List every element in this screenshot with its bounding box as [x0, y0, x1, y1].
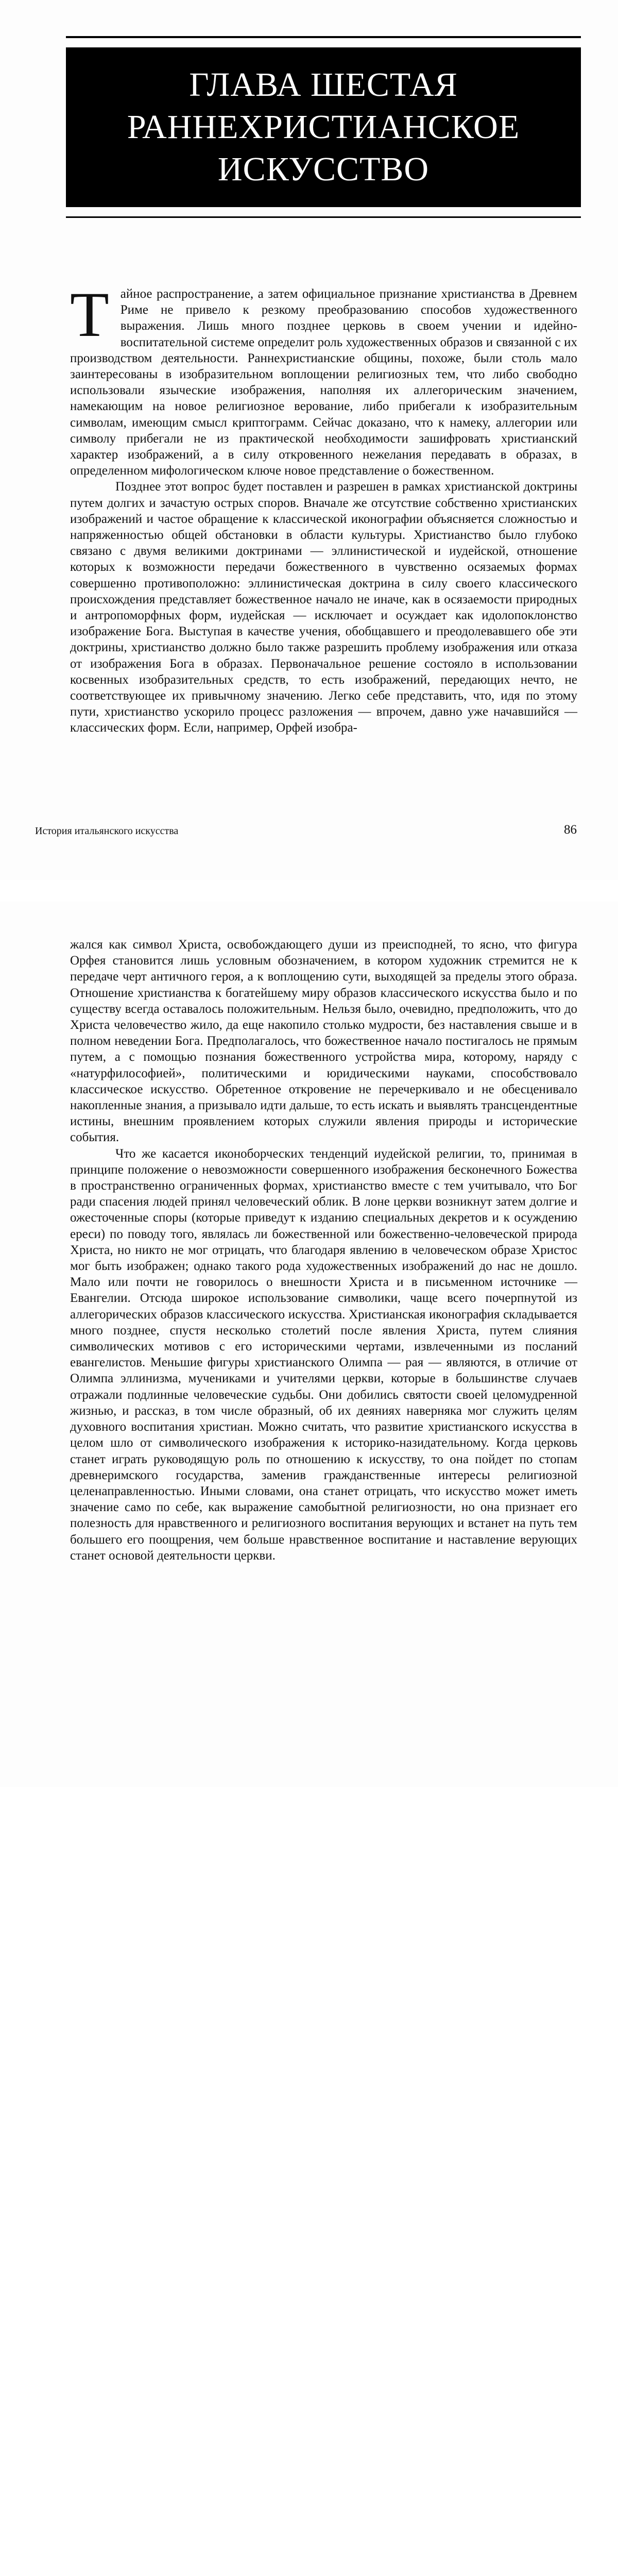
paragraph: жался как символ Христа, освобождающего души из преисподней, то ясно, что фигура Орфея становится лишь условным обозначением, в котором художник стремится не к передаче черт античного героя, а к воплощению сути, выходящей за пределы этого образа. Отношение христианства к богатейшему миру образов классического искусства было и по существу всегда оставалось положительным. Нельзя было, очевидно, предположить, что до Христа человечество жило, да еще накопило столько мудрости, без наставления свыше и в полном неведении Бога. Предполагалось, что божественное начало постигалось не прямым путем, а с помощью познания божественного устройства мира, которому, наряду с «натурфилософией», политическими и юридическими науками, способствовало классическое искусство. Обретенное откровение не перечеркивало и не обесценивало накопленные знания, а призывало идти дальше, то есть искать и выявлять трансцендентные истины, внешним проявлением которых служили явления природы и исторические события. [70, 938, 577, 1145]
paragraph [70, 279, 577, 479]
chapter-header [66, 47, 581, 207]
chapter-bottom-rule [66, 216, 581, 218]
drop-cap: Т [70, 279, 109, 350]
running-footer-book-title: История итальянского искусства [35, 825, 179, 837]
paragraph: Позднее этот вопрос будет поставлен и разрешен в рамках христианской доктрины путем долгих и зачастую острых споров. Вначале же отсутствие собственно христианских изображений и частое обращение к классической иконографии объясняется сложностью и напряженностью общей обстановки в области культуры. Христианство было глубоко связано с двумя великими доктринами — эллинистической и иудейской, отношение которых к возможности передачи божественного в чувственно осязаемых формах совершенно противоположно: эллинистическая доктрина в силу своего классического происхождения представляет божественное начало не иначе, как в осязаемости природных и антропоморфных форм, иудейская — исключает и осуждает как идолопоклонство изображение Бога. Выступая в качестве учения, обобщавшего и преодолевавшего обе эти доктрины, христианство должно было также разрешить проблему изображения или отказа от изображения Бога в образах. Первоначальное решение состояло в использовании косвенных изобразительных средств, то есть изображений, передающих нечто, не соответствующее их привычному значению. Легко себе представить, что, идя по этому пути, христианство ускорило процесс разложения — впрочем, давно уже начавшийся — классических форм. Если, например, Орфей изобра- [70, 480, 577, 735]
chapter-title-line-2: РАННЕХРИСТИАНСКОЕ [127, 108, 520, 146]
body-text [70, 279, 577, 736]
paragraph-text: айное распространение, а затем официальное признание христианства в Древнем Риме не привело к резкому преобразованию способов художественного выражения. Лишь много позднее церковь в своем учении и идейно-воспитательной системе определит роль художественных образов и связанной с их производством деятельности. Раннехристианские общины, похоже, были столь мало заинтересованы в изобразительном воплощении религиозных тем, что либо свободно использовали языческие изображения, наполняя их аллегорическим значением, намекающим на новое религиозное верование, либо прибегали к изобразительным символам, имеющим смысл криптограмм. Сейчас доказано, что к намеку, аллегории или символу прибегали не из практической необходимости зашифровать христианский характер изображений, а в силу откровенного нежелания передавать в образах, в определенном мифологическом ключе новое представление о божественном. [70, 287, 577, 478]
page-number: 86 [564, 823, 577, 837]
chapter-title-line-3: ИСКУССТВО [217, 150, 430, 188]
chapter-title-line-1: ГЛАВА ШЕСТАЯ [189, 66, 458, 104]
chapter-top-rule [66, 36, 581, 38]
page-separator [0, 880, 618, 902]
chapter-title [127, 64, 520, 191]
page-86 [0, 0, 618, 880]
paragraph: Что же касается иконоборческих тенденций иудейской религии, то, принимая в принципе положение о невозможности совершенного изображения бесконечного Божества в пространственно ограниченных формах, христианство вместе с тем учитывало, что Бог ради спасения людей принял человеческий облик. В лоне церкви возникнут затем долгие и ожесточенные споры (которые приведут к изданию специальных декретов и к осуждению ереси) по поводу того, являлась ли божественной или божественно-человеческой природа Христа, но никто не мог отрицать, что благодаря явлению в человеческом образе Христос мог быть изображен; однако такого рода художественных изображений до нас не дошло. Мало или почти не говорилось о внешности Христа и в письменном источнике — Евангелии. Отсюда широкое использование символики, чаще всего почерпнутой из аллегорических образов классического искусства. Христианская иконография складывается много позднее, спустя несколько столетий после явления Христа, путем слияния символических мотивов с его историческими чертами, извлеченными из посланий евангелистов. Меньшие фигуры христианского Олимпа — рая — являются, в отличие от Олимпа эллинизма, мучениками и учителями церкви, которые в большинстве случаев отражали подлинные человеческие судьбы. Они добились святости своей целомудренной жизнью, и рассказ, в том числе образный, об их деяниях наверняка мог служить целям духовного воспитания христиан. Можно считать, что развитие христианского искусства в целом шло от символического изображения к историко-назидательному. Когда церковь станет играть руководящую роль по отношению к искусству, то она пойдет по стопам древнеримского государства, заменив гражданственные интересы религиозной целенаправленностью. Иными словами, она станет отрицать, что искусство может иметь значение само по себе, как выражение самобытной религиозности, но она признает его полезность для нравственного и религиозного воспитания верующих и встанет на путь тем большего его поощрения, чем больше нравственное воспитание и наставление верующих станет основой деятельности церкви. [70, 1146, 577, 1563]
body-text [70, 937, 577, 1564]
